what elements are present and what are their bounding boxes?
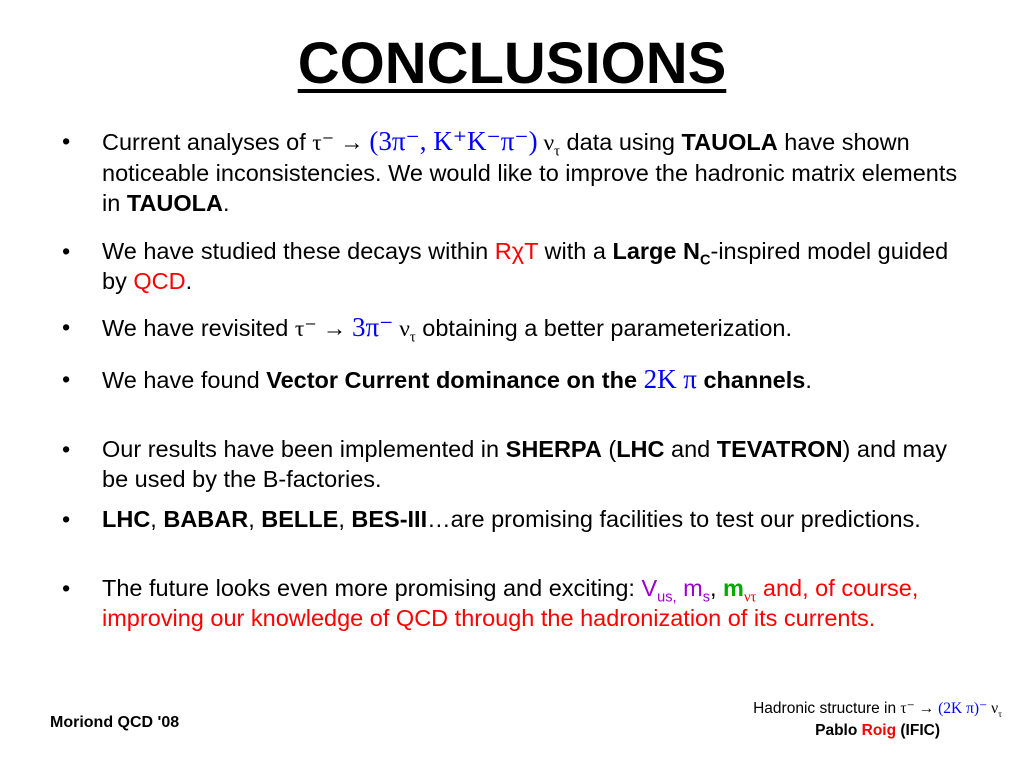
footer-author-last: Roig [861,722,897,739]
footer-talk-info [753,698,1002,742]
bullet-text-run: m [676,575,703,601]
bullet-text [102,312,962,344]
footer-conference: Moriond QCD '08 [50,714,180,731]
bullet-text-run: We have studied these decays within [102,238,495,264]
bullet-text [102,434,962,494]
bullet-text-run: RχT [494,238,539,264]
bullet-text-run: τ⁻ → [294,316,352,342]
footer-nu: ν [987,700,999,717]
bullet-text-run: BELLE [261,506,339,532]
bullet-dot: • [62,238,71,264]
bullet-text [102,364,962,395]
bullet-text-run: TAUOLA [126,190,223,216]
bullet-item-tauola [62,126,962,218]
bullet-text-run: SHERPA [505,436,602,462]
footer-institution: (IFIC) [896,722,940,739]
bullet-text-run: ) and may be used by the B-factories. [102,436,948,492]
bullet-text-run: TEVATRON [716,436,843,462]
bullet-text-run: BABAR [163,506,249,532]
bullet-text-run: and, of course, improving our knowledge of QCD through the hadronization of its currents. [102,575,919,631]
bullet-dot: • [62,314,71,340]
bullet-text-run: We have revisited [102,315,295,341]
bullet-text-run: ( [601,436,617,462]
bullet-text-run: τ [409,329,416,346]
bullet-text-run: Current analyses of [102,129,313,155]
bullet-text-run: s [702,589,710,606]
bullet-dot: • [62,506,71,532]
bullet-text-run: -inspired model guided by [102,238,949,294]
bullet-text-run: QCD [133,268,186,294]
bullet-text-run: ν [393,316,410,342]
bullet-text [102,236,962,296]
bullet-text-run: LHC [102,506,151,532]
slide-title [0,28,1024,100]
bullet-item-vector-current [62,364,962,395]
bullet-text-run: . [223,190,230,216]
bullet-dot: • [62,128,71,154]
bullet-text-run: have shown noticeable inconsistencies. We would like to improve the hadronic matrix elements in [102,129,958,216]
bullet-text-run: The future looks even more promising and exciting: [102,575,642,601]
bullet-text-run: . [805,367,812,393]
footer-channel: (2K π)⁻ [938,700,988,717]
footer-author-first: Pablo [815,722,862,739]
bullet-text-run: , [248,506,262,532]
footer-title-prefix: Hadronic structure in [753,700,901,717]
bullet-text [102,126,962,218]
bullet-text-run: Our results have been implemented in [102,436,506,462]
slide-title-text: CONCLUSIONS [297,31,727,96]
bullet-dot: • [62,436,71,462]
footer-nu-sub: τ [998,709,1002,721]
bullet-text-run: data using [560,129,682,155]
bullet-text-run: 3π⁻ [352,312,394,342]
bullet-text-run: channels [696,367,806,393]
footer-decay: τ⁻ → [900,700,939,717]
bullet-text-run: We have found [102,367,267,393]
bullet-text-run: with a [538,238,613,264]
footer-talk-title [753,698,1002,720]
bullet-text-run: 2K π [643,364,697,394]
bullet-item-future [62,573,962,633]
bullet-item-facilities [62,504,962,534]
bullet-text-run: V [641,575,658,601]
bullet-dot: • [62,575,71,601]
bullet-item-3pi [62,312,962,344]
bullet-text-run: TAUOLA [681,129,778,155]
bullet-text-run: us, [657,589,677,606]
bullet-text-run: (3π⁻, K⁺K⁻π⁻) [369,126,538,156]
bullet-text-run: . [185,268,193,294]
bullet-text-run: Large N [612,238,700,264]
bullet-text-run: ν [537,130,555,156]
bullet-text-run: τ [554,143,561,160]
bullet-text-run: Vector Current dominance on the [266,367,644,393]
bullet-text-run: BES-III [351,506,428,532]
bullet-text [102,573,962,633]
bullet-text-run: and [664,436,717,462]
bullet-text-run: τ⁻ → [312,130,370,156]
footer-author [753,720,1002,742]
bullet-text-run: LHC [616,436,665,462]
bullet-dot: • [62,366,71,392]
bullet-text-run: …are promising facilities to test our predictions. [427,506,921,532]
bullet-text-run: ντ [743,589,757,606]
bullet-item-sherpa [62,434,962,494]
bullet-text-run: C [699,252,711,269]
bullet-text-run: , [709,575,724,601]
bullet-item-rchit [62,236,962,296]
bullet-text-run: , [338,506,352,532]
bullet-text-run: m [723,575,744,601]
bullet-text [102,504,962,534]
bullet-text-run: , [150,506,164,532]
bullet-text-run: obtaining a better parameterization. [415,315,792,341]
